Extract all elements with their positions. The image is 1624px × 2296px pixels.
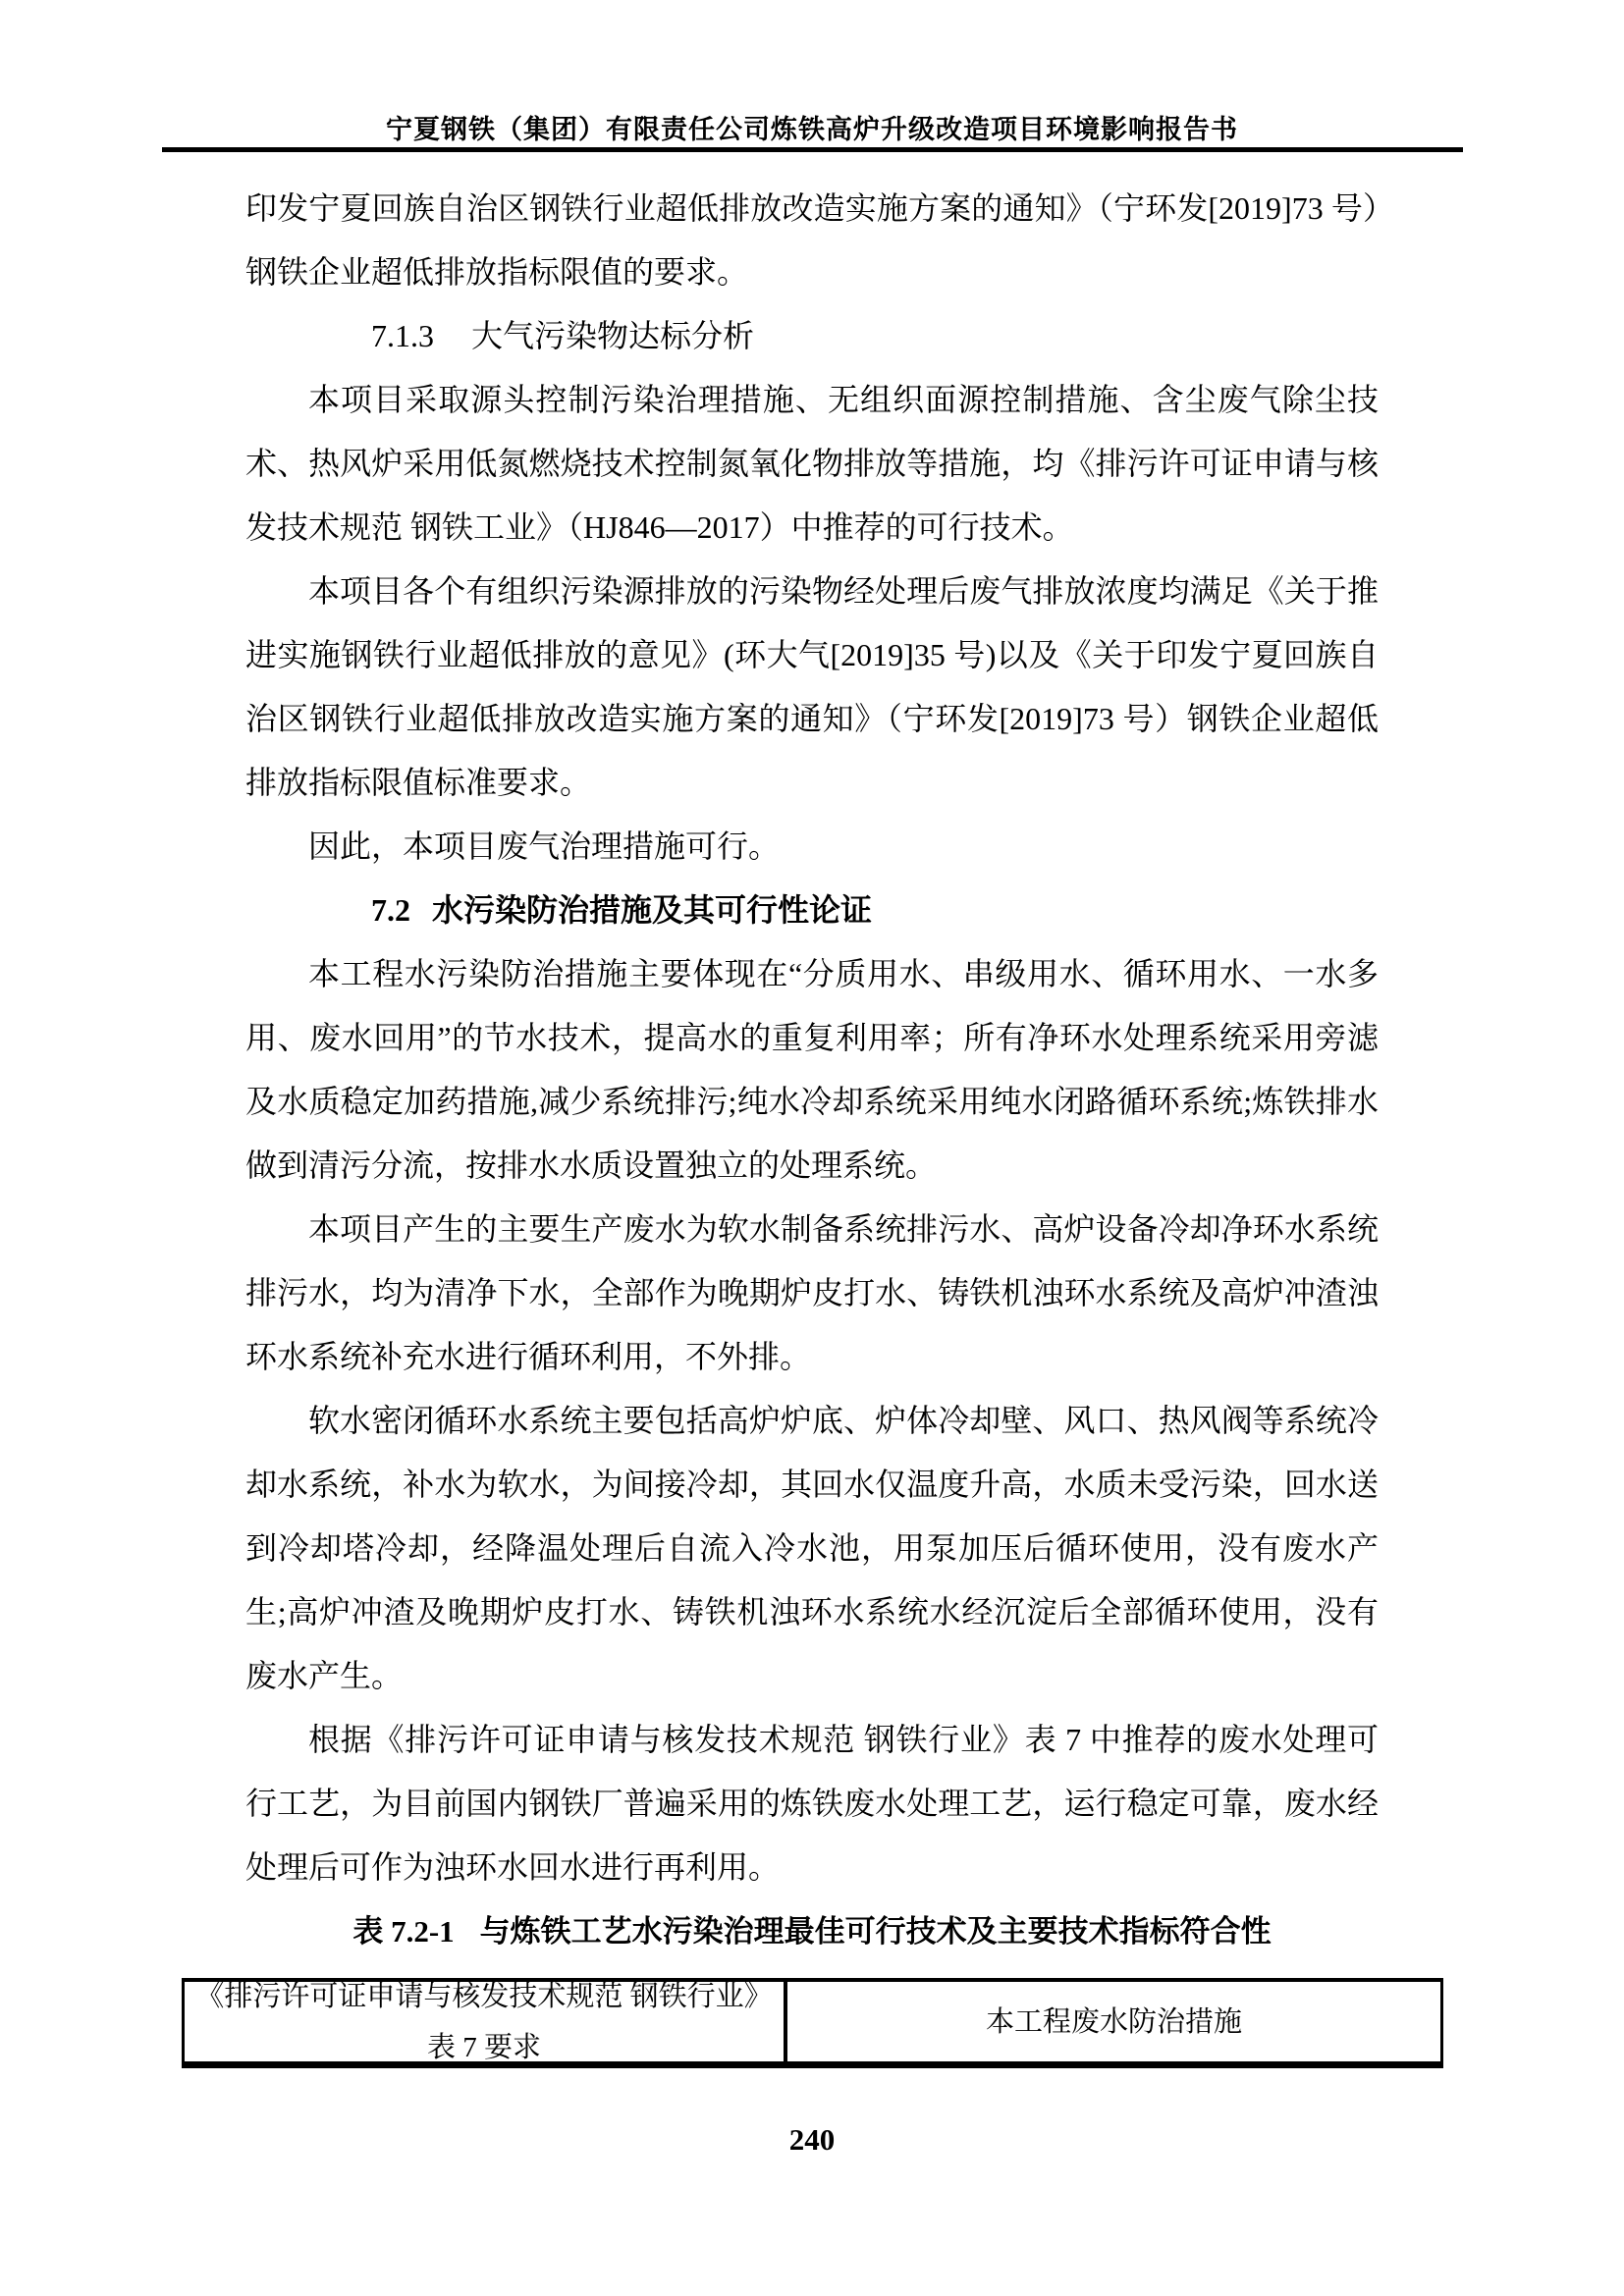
heading-text: 水污染防治措施及其可行性论证 — [432, 892, 873, 928]
paragraph-main-wastewater: 本项目产生的主要生产废水为软水制备系统排污水、高炉设备冷却净环水系统排污水，均为清净下水，全部作为晚期炉皮打水、铸铁机浊环水系统及高炉冲渣浊环水系统补充水进行循环利用，不外排。 — [245, 1211, 1379, 1374]
table-header-requirement: 《排污许可证申请与核发技术规范 钢铁行业》表 7 要求 — [185, 1982, 787, 2061]
document-body — [245, 177, 1379, 1963]
table-header-project-measures: 本工程废水防治措施 — [985, 2005, 1242, 2038]
header-rule — [162, 147, 1463, 152]
header-title: 宁夏钢铁（集团）有限责任公司炼铁高炉升级改造项目环境影响报告书 — [386, 115, 1238, 144]
paragraph-softwater-system: 软水密闭循环水系统主要包括高炉炉底、炉体冷却壁、风口、热风阀等系统冷却水系统，补水为软水，为间接冷却，其回水仅温度升高，水质未受污染，回水送到冷却塔冷却，经降温处理后自流入冷水池，用泵加压后循环使用，没有废水产生;高炉冲渣及晚期炉皮打水、铸铁机浊环水系统水经沉淀后全部循环使用，没有废水产生。 — [245, 1403, 1379, 1693]
heading-number: 7.2 — [371, 892, 410, 928]
page-number: 240 — [788, 2122, 836, 2157]
table-caption-label: 表 7.2-1 — [352, 1914, 455, 1949]
paragraph-air-measures: 本项目采取源头控制污染治理措施、无组织面源控制措施、含尘废气除尘技术、热风炉采用低氮燃烧技术控制氮氧化物排放等措施，均《排污许可证申请与核发技术规范 钢铁工业》（HJ846—2017）中推荐的可行技术。 — [245, 382, 1379, 545]
paragraph-emission-standards: 本项目各个有组织污染源排放的污染物经处理后废气排放浓度均满足《关于推进实施钢铁行业超低排放的意见》(环大气[2019]35 号)以及《关于印发宁夏回族自治区钢铁行业超低排放改造实施方案的通知》（宁环发[2019]73 号）钢铁企业超低排放指标限值标准要求。 — [245, 573, 1379, 800]
heading-text: 大气污染物达标分析 — [471, 318, 755, 353]
paragraph-continuation: 印发宁夏回族自治区钢铁行业超低排放改造实施方案的通知》（宁环发[2019]73 号）钢铁企业超低排放指标限值的要求。 — [245, 190, 1379, 290]
table-caption-title: 与炼铁工艺水污染治理最佳可行技术及主要技术指标符合性 — [479, 1914, 1272, 1949]
paragraph-conclusion-air: 因此，本项目废气治理措施可行。 — [308, 828, 781, 864]
heading-7-2 — [245, 879, 1379, 942]
paragraph-treatment-process: 根据《排污许可证申请与核发技术规范 钢铁行业》表 7 中推荐的废水处理可行工艺，为目前国内钢铁厂普遍采用的炼铁废水处理工艺，运行稳定可靠，废水经处理后可作为浊环水回水进行再利用。 — [245, 1722, 1379, 1885]
heading-7-1-3 — [245, 304, 1379, 368]
paragraph-water-saving: 本工程水污染防治措施主要体现在“分质用水、串级用水、循环用水、一水多用、废水回用”的节水技术，提高水的重复利用率；所有净环水处理系统采用旁滤及水质稳定加药措施,减少系统排污;纯水冷却系统采用纯水闭路循环系统;炼铁排水做到清污分流，按排水水质设置独立的处理系统。 — [245, 956, 1379, 1183]
heading-number: 7.1.3 — [371, 318, 434, 353]
compliance-table — [182, 1978, 1443, 2068]
table-caption — [245, 1899, 1379, 1963]
